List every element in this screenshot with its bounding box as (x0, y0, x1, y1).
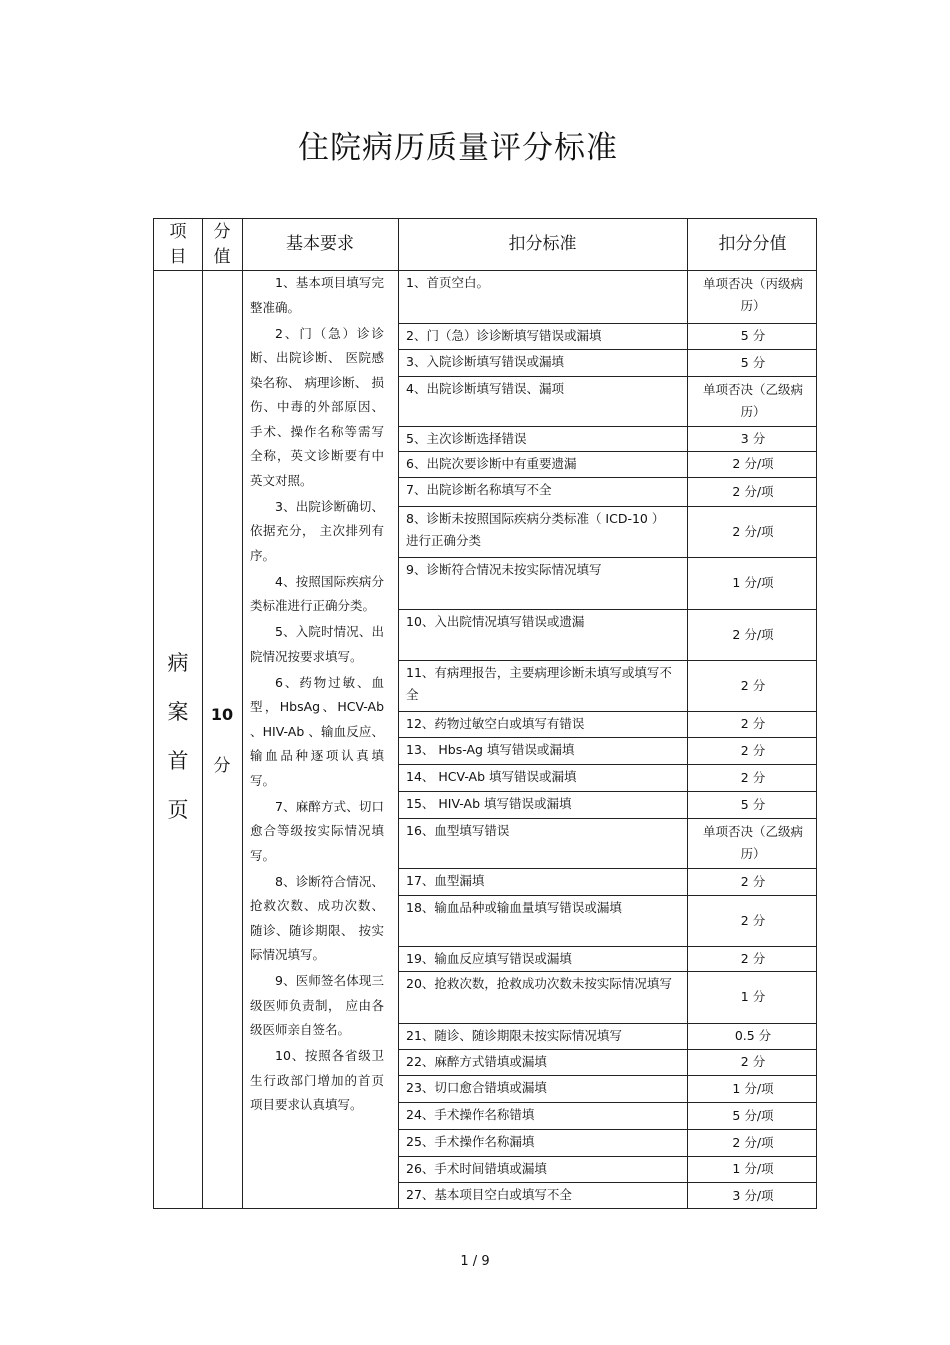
deduction-value: 2 分 (740, 716, 766, 731)
requirement-item: 2、门（急）诊诊断、出院诊断、 医院感染名称、 病理诊断、 损伤、中毒的外部原因、手术、操作名称等需写全称，英文诊断要有中英文对照。 (250, 325, 384, 488)
criterion-text: 6、出院次要诊断中有重要遗漏 (406, 456, 577, 471)
deduction-value: 5 分 (740, 796, 766, 812)
criterion-text: 10、入出院情况填写错误或遗漏 (406, 614, 585, 629)
requirement-item: 1、基本项目填写完整准确。 (250, 275, 384, 315)
column-divider (687, 219, 688, 1208)
criterion-text: 17、血型漏填 (406, 873, 485, 888)
deduction-value: 2 分 (740, 677, 766, 693)
deduction-value: 2 分/项 (732, 626, 774, 642)
criterion-text: 24、手术操作名称错填 (406, 1107, 535, 1122)
deduction-value: 3 分 (740, 430, 766, 446)
requirement-item: 8、诊断符合情况、抢救次数、成功次数、随诊、随诊期限、 按实际情况填写。 (250, 873, 384, 962)
deduction-value: 1 分/项 (732, 575, 774, 590)
criterion-text: 27、基本项目空白或填写不全 (406, 1187, 572, 1202)
deduction-value: 单项否决（丙级病历） (702, 276, 803, 313)
criterion-text: 2、门（急）诊诊断填写错误或漏填 (406, 328, 602, 343)
requirement-item: 9、医师签名体现三级医师负责制， 应由各级医师亲自签名。 (250, 973, 384, 1037)
deduction-value: 2 分 (740, 769, 766, 785)
deduction-value: 2 分/项 (732, 483, 774, 499)
criterion-text: 16、血型填写错误 (406, 823, 510, 838)
scoring-table (153, 218, 817, 1209)
header-requirements: 基本要求 (286, 234, 354, 254)
column-divider (398, 219, 399, 1208)
header-deduction: 扣分分值 (718, 234, 787, 254)
criterion-text: 18、输血品种或输血量填写错误或漏填 (406, 900, 622, 915)
deduction-value: 2 分 (740, 912, 766, 928)
criterion-text: 9、诊断符合情况未按实际情况填写 (406, 562, 602, 577)
deduction-value: 2 分 (740, 742, 766, 758)
requirement-item: 6、药物过敏、血型，HbsAg、HCV-Ab 、HIV-Ab 、输血反应、输血品种逐项认真填写。 (250, 674, 384, 788)
deduction-value: 2 分 (740, 1054, 766, 1069)
section-score-unit: 分 (213, 756, 231, 776)
section-score-number: 10 (210, 705, 234, 724)
deduction-value: 1 分 (740, 989, 766, 1004)
criterion-text: 25、手术操作名称漏填 (406, 1134, 535, 1149)
deduction-value: 2 分/项 (732, 456, 774, 471)
criterion-text: 14、 HCV-Ab 填写错误或漏填 (406, 769, 577, 784)
requirement-item: 3、出院诊断确切、依据充分， 主次排列有序。 (250, 498, 384, 563)
header-item: 项目 (169, 221, 187, 267)
criterion-text: 7、出院诊断名称填写不全 (406, 482, 552, 497)
deduction-value: 2 分/项 (732, 523, 774, 539)
page-title: 住院病历质量评分标准 (298, 130, 618, 166)
requirement-item: 7、麻醉方式、切口愈合等级按实际情况填写。 (250, 798, 384, 863)
header-criteria: 扣分标准 (508, 234, 577, 254)
deduction-value: 2 分 (740, 950, 766, 966)
criterion-text: 12、药物过敏空白或填写有错误 (406, 716, 585, 731)
criterion-text: 22、麻醉方式错填或漏填 (406, 1054, 547, 1069)
criterion-text: 19、输血反应填写错误或漏填 (406, 951, 572, 966)
section-category: 病案首页 (167, 651, 189, 822)
header-score: 分值 (213, 221, 231, 267)
criterion-text: 4、出院诊断填写错误、漏项 (406, 381, 564, 396)
deduction-value: 2 分 (740, 873, 766, 889)
deduction-value: 1 分/项 (732, 1161, 774, 1176)
requirement-item: 4、按照国际疾病分类标准进行正确分类。 (250, 573, 384, 613)
requirements-list (250, 271, 384, 1119)
criterion-text: 26、手术时间错填或漏填 (406, 1161, 547, 1176)
deduction-value: 1 分/项 (732, 1080, 774, 1096)
column-divider (242, 219, 243, 1208)
criterion-text: 20、抢救次数，抢救成功次数未按实际情况填写 (406, 976, 672, 991)
deduction-value: 5 分 (740, 354, 766, 370)
criterion-text: 1、首页空白。 (406, 275, 489, 290)
deduction-value: 2 分/项 (732, 1134, 774, 1150)
criterion-text: 21、随诊、随诊期限未按实际情况填写 (406, 1028, 622, 1043)
deduction-value: 5 分 (740, 328, 766, 343)
criterion-text: 13、 Hbs-Ag 填写错误或漏填 (406, 742, 575, 757)
criterion-text: 8、诊断未按照国际疾病分类标准（ ICD-10 ）进行正确分类 (406, 511, 665, 548)
deduction-value: 5 分/项 (732, 1107, 774, 1123)
deduction-value: 3 分/项 (732, 1188, 774, 1203)
criterion-text: 23、切口愈合错填或漏填 (406, 1080, 547, 1095)
criterion-text: 5、主次诊断选择错误 (406, 431, 527, 446)
criterion-text: 11、有病理报告，主要病理诊断未填写或填写不全 (406, 665, 672, 702)
deduction-value: 单项否决（乙级病历） (702, 382, 803, 419)
requirement-item: 5、入院时情况、出院情况按要求填写。 (250, 624, 384, 664)
deduction-value: 0.5 分 (734, 1028, 772, 1043)
criterion-text: 3、入院诊断填写错误或漏填 (406, 354, 564, 369)
criterion-text: 15、 HIV-Ab 填写错误或漏填 (406, 796, 572, 811)
requirement-item: 10、按照各省级卫生行政部门增加的首页项目要求认真填写。 (250, 1048, 384, 1112)
deduction-value: 单项否决（乙级病历） (702, 824, 803, 861)
page-number: 1 / 9 (460, 1254, 490, 1269)
